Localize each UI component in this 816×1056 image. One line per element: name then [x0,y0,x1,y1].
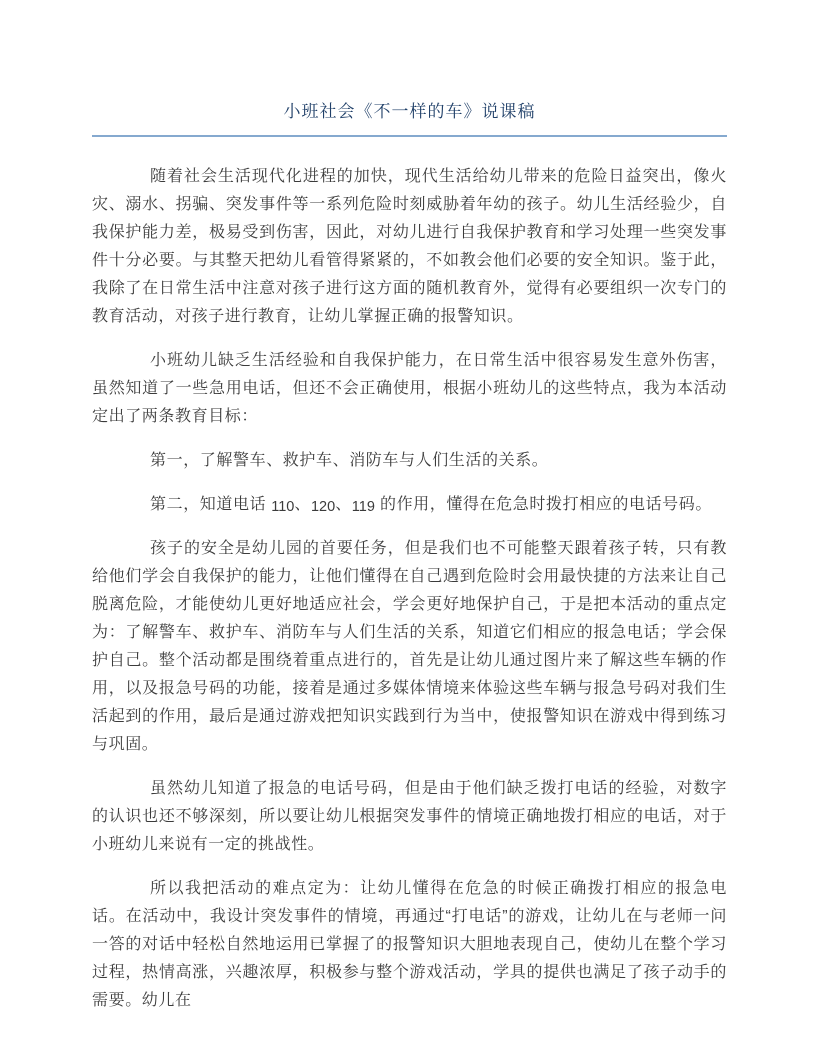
paragraph [92,775,727,859]
paragraph [92,535,727,759]
text-run: 所以我把活动的难点定为：让幼儿懂得在危急的时候正确拨打相应的报急电话。在活动中，我设计突发事件的情境，再通过“打电话”的游戏，让幼儿在与老师一问一答的对话中轻松自然地运用已掌握了的报警知识大胆地表现自己，使幼儿在整个学习过程，热情高涨，兴趣浓厚，积极参与整个游戏活动，学具的提供也满足了孩子动手的需要。幼儿在 [92,880,727,1009]
paragraph [92,163,727,331]
document-title: 小班社会《不一样的车》说课稿 [92,97,727,137]
text-run: 、 [335,496,352,513]
text-run: 、 [294,496,311,513]
text-run: 的作用，懂得在危急时拨打相应的电话号码。 [374,496,712,513]
paragraph [92,347,727,431]
emergency-number: 110 [271,499,295,515]
text-run: 第二，知道电话 [150,496,272,513]
paragraph [92,447,727,475]
text-run: 第一，了解警车、救护车、消防车与人们生活的关系。 [150,452,549,469]
text-run: 随着社会生活现代化进程的加快，现代生活给幼儿带来的危险日益突出，像火灾、溺水、拐骗、突发事件等一系列危险时刻威胁着年幼的孩子。幼儿生活经验少，自我保护能力差，极易受到伤害，因此，对幼儿进行自我保护教育和学习处理一些突发事件十分必要。与其整天把幼儿看管得紧紧的，不如教会他们必要的安全知识。鉴于此，我除了在日常生活中注意对孩子进行这方面的随机教育外，觉得有必要组织一次专门的教育活动，对孩子进行教育，让幼儿掌握正确的报警知识。 [92,168,727,325]
paragraph [92,491,727,519]
paragraph [92,875,727,1015]
text-run: 虽然幼儿知道了报急的电话号码，但是由于他们缺乏拨打电话的经验，对数字的认识也还不够深刻，所以要让幼儿根据突发事件的情境正确地拨打相应的电话，对于小班幼儿来说有一定的挑战性。 [92,780,727,853]
emergency-number: 120 [310,499,336,515]
emergency-number: 119 [351,499,375,515]
text-run: 小班幼儿缺乏生活经验和自我保护能力，在日常生活中很容易发生意外伤害，虽然知道了一些急用电话，但还不会正确使用，根据小班幼儿的这些特点，我为本活动定出了两条教育目标： [92,352,727,425]
document-body [92,163,727,1015]
text-run: 孩子的安全是幼儿园的首要任务，但是我们也不可能整天跟着孩子转，只有教给他们学会自我保护的能力，让他们懂得在自己遇到危险时会用最快捷的方法来让自己脱离危险，才能使幼儿更好地适应社会，学会更好地保护自己，于是把本活动的重点定为：了解警车、救护车、消防车与人们生活的关系，知道它们相应的报急电话；学会保护自己。整个活动都是围绕着重点进行的，首先是让幼儿通过图片来了解这些车辆的作用，以及报急号码的功能，接着是通过多媒体情境来体验这些车辆与报急号码对我们生活起到的作用，最后是通过游戏把知识实践到行为当中，使报警知识在游戏中得到练习与巩固。 [92,540,727,753]
